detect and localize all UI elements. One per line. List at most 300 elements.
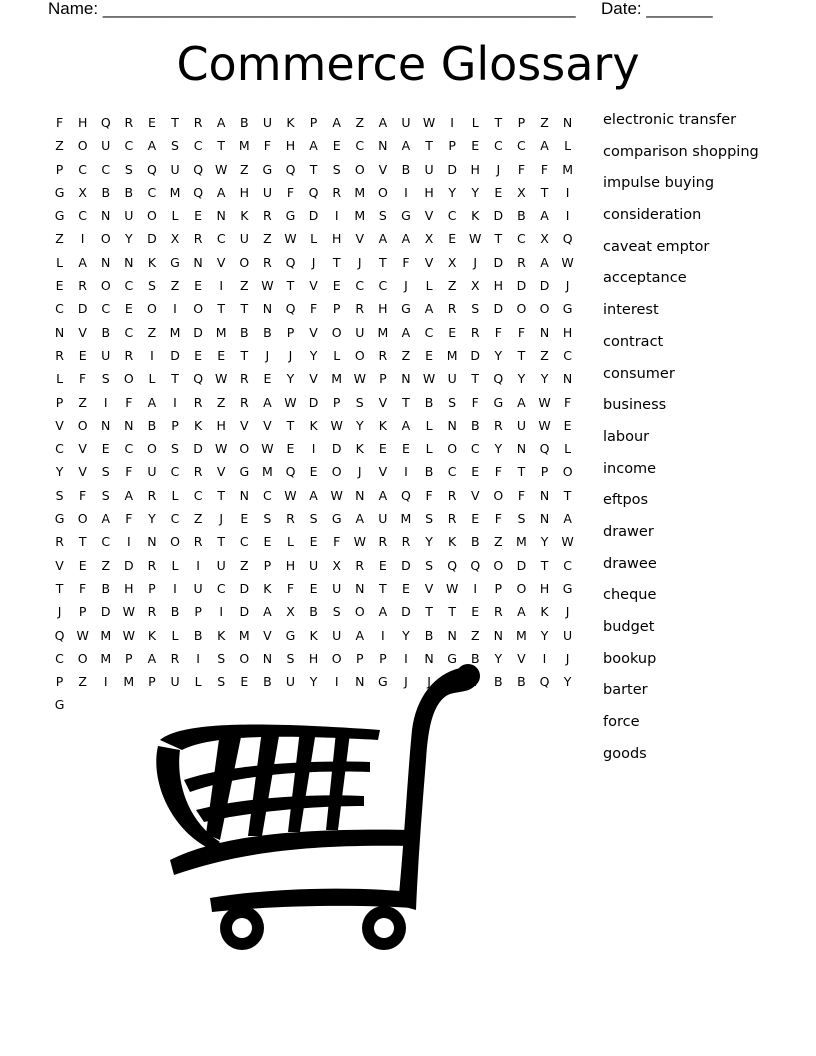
- grid-letter: C: [101, 301, 111, 317]
- grid-letter: G: [331, 511, 342, 527]
- header: [48, 0, 713, 20]
- grid-letter: A: [563, 511, 572, 527]
- grid-letter: V: [378, 394, 388, 410]
- grid-letter: Y: [448, 184, 456, 200]
- grid-letter: T: [540, 184, 549, 200]
- grid-letter: Y: [563, 674, 572, 690]
- grid-letter: S: [217, 650, 226, 666]
- grid-letter: S: [471, 301, 480, 317]
- grid-letter: K: [147, 254, 157, 270]
- grid-letter: F: [286, 184, 295, 200]
- grid-letter: E: [309, 580, 318, 596]
- grid-letter: E: [78, 557, 87, 573]
- grid-letter: M: [354, 184, 366, 200]
- grid-letter: Y: [286, 371, 295, 387]
- grid-letter: K: [355, 441, 364, 457]
- grid-letter: M: [400, 511, 412, 527]
- grid-letter: T: [494, 115, 503, 130]
- grid-letter: U: [447, 371, 457, 387]
- word-list-item: cheque: [603, 587, 657, 604]
- grid-letter: F: [517, 487, 526, 503]
- grid-letter: H: [424, 184, 434, 200]
- grid-letter: F: [286, 580, 295, 596]
- grid-letter: D: [77, 301, 88, 317]
- grid-letter: J: [565, 650, 570, 666]
- grid-letter: I: [450, 115, 454, 130]
- grid-letter: R: [193, 231, 203, 247]
- grid-letter: A: [309, 138, 318, 154]
- grid-letter: J: [311, 254, 316, 270]
- grid-letter: Z: [447, 278, 457, 294]
- grid-letter: S: [171, 138, 179, 154]
- grid-letter: W: [538, 417, 551, 433]
- grid-letter: N: [239, 487, 249, 503]
- grid-letter: U: [563, 627, 573, 643]
- grid-letter: R: [147, 487, 157, 503]
- grid-letter: D: [193, 324, 203, 340]
- grid-letter: O: [354, 161, 365, 177]
- grid-letter: H: [124, 580, 134, 596]
- grid-letter: K: [309, 627, 318, 643]
- grid-letter: N: [355, 674, 365, 690]
- grid-letter: Y: [540, 371, 549, 387]
- grid-letter: T: [240, 347, 249, 363]
- grid-letter: E: [286, 441, 295, 457]
- grid-letter: L: [310, 231, 318, 247]
- grid-letter: U: [332, 580, 342, 596]
- date-label: Date:: [601, 0, 642, 18]
- grid-letter: W: [261, 441, 274, 457]
- grid-letter: H: [470, 161, 480, 177]
- grid-letter: V: [378, 161, 388, 177]
- grid-letter: O: [123, 371, 134, 387]
- grid-letter: W: [215, 161, 228, 177]
- grid-letter: O: [100, 231, 111, 247]
- grid-letter: T: [217, 487, 226, 503]
- grid-letter: C: [378, 278, 388, 294]
- grid-letter: O: [493, 557, 504, 573]
- grid-letter: D: [147, 231, 157, 247]
- word-list-item: acceptance: [603, 270, 687, 287]
- grid-letter: Q: [193, 161, 204, 177]
- grid-letter: V: [263, 417, 272, 433]
- grid-letter: B: [470, 417, 480, 433]
- grid-letter: C: [78, 208, 87, 224]
- grid-letter: N: [101, 254, 111, 270]
- grid-letter: Y: [425, 534, 433, 550]
- grid-letter: W: [76, 627, 89, 643]
- grid-letter: E: [78, 347, 87, 363]
- grid-letter: B: [263, 674, 272, 690]
- grid-letter: Z: [401, 347, 411, 363]
- grid-letter: T: [540, 557, 549, 573]
- grid-letter: P: [148, 674, 156, 690]
- grid-letter: P: [540, 464, 549, 480]
- grid-letter: C: [355, 278, 365, 294]
- grid-letter: V: [78, 464, 87, 480]
- grid-letter: G: [54, 697, 65, 713]
- grid-letter: S: [332, 161, 341, 177]
- grid-letter: B: [401, 161, 411, 177]
- grid-letter: I: [196, 557, 200, 573]
- grid-letter: V: [78, 441, 87, 457]
- grid-letter: P: [332, 394, 341, 410]
- grid-letter: R: [447, 301, 457, 317]
- grid-letter: E: [448, 231, 457, 247]
- grid-letter: W: [122, 627, 136, 643]
- grid-letter: N: [124, 417, 134, 433]
- grid-letter: X: [424, 231, 434, 247]
- grid-letter: B: [240, 324, 249, 340]
- grid-letter: D: [308, 208, 319, 224]
- grid-letter: J: [404, 674, 408, 690]
- grid-letter: N: [101, 417, 111, 433]
- grid-letter: N: [401, 371, 411, 387]
- grid-letter: B: [147, 417, 157, 433]
- grid-letter: R: [447, 511, 457, 527]
- grid-letter: R: [193, 464, 203, 480]
- grid-letter: R: [332, 184, 342, 200]
- name-blank[interactable]: __________________________________________________: [102, 0, 576, 18]
- grid-letter: Q: [562, 231, 573, 247]
- grid-letter: G: [493, 394, 504, 410]
- grid-letter: R: [286, 511, 295, 527]
- grid-letter: N: [562, 371, 573, 387]
- grid-letter: B: [470, 534, 480, 550]
- word-list-item: bookup: [603, 650, 657, 667]
- grid-letter: V: [55, 557, 64, 573]
- grid-letter: T: [379, 580, 387, 596]
- grid-letter: C: [424, 324, 434, 340]
- grid-letter: A: [540, 208, 549, 224]
- grid-letter: F: [425, 487, 433, 503]
- grid-letter: Y: [494, 441, 503, 457]
- word-list-item: income: [603, 460, 657, 477]
- grid-letter: M: [562, 161, 573, 177]
- grid-letter: A: [101, 511, 111, 527]
- grid-letter: R: [239, 371, 249, 387]
- grid-letter: C: [170, 511, 180, 527]
- grid-letter: I: [80, 231, 85, 247]
- grid-letter: Z: [540, 115, 549, 130]
- grid-letter: F: [125, 464, 133, 480]
- grid-letter: Q: [308, 184, 319, 200]
- grid-letter: T: [78, 534, 87, 550]
- grid-letter: A: [355, 511, 365, 527]
- grid-letter: J: [404, 278, 408, 294]
- grid-letter: H: [285, 138, 296, 154]
- grid-letter: Q: [539, 441, 550, 457]
- grid-letter: C: [447, 208, 457, 224]
- grid-letter: P: [332, 301, 341, 317]
- word-list-item: consumer: [603, 365, 675, 382]
- grid-letter: A: [424, 301, 434, 317]
- grid-letter: I: [150, 347, 154, 363]
- grid-letter: C: [78, 161, 87, 177]
- grid-letter: I: [103, 674, 108, 690]
- grid-letter: U: [124, 208, 134, 224]
- grid-letter: L: [56, 371, 64, 387]
- grid-letter: L: [171, 627, 179, 643]
- grid-letter: Z: [193, 511, 203, 527]
- grid-letter: S: [263, 511, 272, 527]
- grid-letter: Q: [285, 464, 296, 480]
- grid-letter: N: [355, 487, 365, 503]
- grid-letter: E: [194, 208, 203, 224]
- grid-letter: E: [124, 301, 133, 317]
- grid-letter: N: [516, 441, 527, 457]
- grid-letter: U: [170, 674, 180, 690]
- grid-letter: A: [147, 650, 157, 666]
- grid-letter: Y: [402, 627, 410, 643]
- grid-letter: N: [562, 115, 573, 130]
- grid-letter: L: [171, 487, 179, 503]
- grid-letter: W: [422, 115, 436, 130]
- grid-letter: C: [563, 557, 572, 573]
- grid-letter: B: [309, 604, 318, 620]
- grid-letter: R: [470, 324, 480, 340]
- grid-letter: Z: [494, 534, 503, 550]
- grid-letter: I: [219, 604, 224, 620]
- grid-letter: M: [100, 650, 112, 666]
- grid-letter: O: [77, 511, 88, 527]
- grid-letter: K: [286, 115, 295, 130]
- grid-letter: V: [309, 324, 318, 340]
- grid-letter: L: [194, 674, 202, 690]
- grid-letter: P: [286, 324, 295, 340]
- grid-letter: S: [448, 394, 457, 410]
- grid-letter: I: [381, 627, 385, 643]
- grid-letter: R: [447, 487, 457, 503]
- grid-letter: V: [378, 464, 388, 480]
- grid-letter: R: [55, 534, 64, 550]
- grid-letter: R: [355, 301, 365, 317]
- grid-letter: D: [124, 557, 134, 573]
- grid-letter: W: [284, 487, 297, 503]
- grid-letter: F: [494, 324, 502, 340]
- grid-letter: T: [494, 231, 503, 247]
- grid-letter: G: [562, 580, 573, 596]
- grid-letter: T: [517, 347, 526, 363]
- grid-letter: M: [238, 138, 250, 154]
- grid-letter: N: [355, 580, 365, 596]
- grid-letter: M: [516, 534, 527, 550]
- grid-letter: I: [103, 394, 108, 410]
- grid-letter: A: [401, 417, 411, 433]
- grid-letter: G: [378, 674, 388, 690]
- grid-letter: R: [78, 278, 87, 294]
- grid-letter: E: [240, 674, 249, 690]
- grid-letter: Y: [540, 534, 549, 550]
- grid-letter: P: [125, 650, 133, 666]
- grid-letter: Q: [401, 487, 411, 503]
- grid-letter: X: [517, 184, 526, 200]
- word-list-item: budget: [603, 619, 655, 635]
- grid-letter: U: [239, 231, 249, 247]
- date-blank[interactable]: _______: [646, 0, 713, 18]
- grid-letter: A: [540, 138, 549, 154]
- grid-letter: Z: [470, 627, 480, 643]
- grid-letter: U: [262, 115, 272, 130]
- grid-letter: R: [124, 347, 134, 363]
- grid-letter: B: [124, 184, 134, 200]
- grid-letter: P: [355, 650, 364, 666]
- grid-letter: X: [447, 254, 457, 270]
- grid-letter: P: [55, 394, 64, 410]
- grid-letter: B: [470, 650, 480, 666]
- grid-letter: I: [565, 208, 570, 224]
- grid-letter: D: [401, 557, 411, 573]
- grid-letter: G: [447, 650, 457, 666]
- grid-letter: F: [79, 580, 87, 596]
- grid-letter: W: [261, 278, 274, 294]
- grid-letter: C: [147, 184, 157, 200]
- grid-letter: D: [539, 278, 550, 294]
- grid-letter: N: [147, 534, 157, 550]
- grid-letter: V: [263, 627, 272, 643]
- grid-letter: R: [147, 557, 157, 573]
- grid-letter: M: [516, 627, 527, 643]
- grid-letter: T: [171, 371, 179, 387]
- grid-letter: C: [447, 464, 457, 480]
- grid-letter: M: [238, 627, 250, 643]
- grid-letter: E: [194, 347, 203, 363]
- grid-letter: Z: [240, 557, 249, 573]
- grid-letter: N: [378, 138, 388, 154]
- word-list-item: contract: [603, 333, 664, 350]
- grid-letter: G: [170, 254, 180, 270]
- grid-letter: I: [565, 184, 570, 200]
- grid-letter: N: [262, 301, 273, 317]
- grid-letter: A: [216, 115, 226, 130]
- grid-letter: O: [170, 534, 180, 550]
- grid-letter: E: [402, 441, 410, 457]
- grid-letter: A: [124, 487, 134, 503]
- grid-letter: T: [379, 254, 387, 270]
- grid-letter: U: [355, 324, 365, 340]
- grid-letter: Q: [100, 115, 111, 130]
- grid-letter: Z: [216, 394, 226, 410]
- grid-letter: J: [565, 604, 570, 620]
- grid-letter: T: [471, 371, 480, 387]
- grid-letter: B: [424, 394, 434, 410]
- grid-letter: E: [147, 115, 156, 130]
- grid-letter: T: [286, 417, 295, 433]
- grid-letter: J: [288, 347, 293, 363]
- grid-letter: A: [401, 138, 411, 154]
- grid-letter: V: [240, 417, 249, 433]
- grid-letter: O: [539, 301, 550, 317]
- grid-letter: M: [261, 464, 273, 480]
- grid-letter: N: [262, 650, 273, 666]
- grid-letter: C: [263, 487, 272, 503]
- grid-letter: P: [194, 604, 202, 620]
- grid-letter: Y: [148, 511, 156, 527]
- grid-letter: L: [425, 417, 433, 433]
- grid-letter: M: [100, 627, 112, 643]
- grid-letter: U: [285, 674, 296, 690]
- grid-letter: Z: [170, 278, 180, 294]
- grid-letter: D: [493, 254, 504, 270]
- grid-letter: P: [55, 674, 64, 690]
- grid-letter: R: [493, 417, 503, 433]
- grid-letter: L: [425, 278, 433, 294]
- grid-letter: B: [517, 208, 526, 224]
- grid-letter: V: [309, 371, 318, 387]
- grid-letter: A: [517, 394, 526, 410]
- shopping-cart-icon: [150, 660, 485, 960]
- grid-letter: N: [193, 254, 203, 270]
- grid-letter: J: [357, 254, 362, 270]
- grid-letter: C: [355, 138, 365, 154]
- grid-letter: F: [517, 161, 526, 177]
- grid-letter: E: [263, 534, 272, 550]
- grid-letter: P: [517, 115, 526, 130]
- grid-letter: Z: [147, 324, 157, 340]
- grid-letter: N: [101, 208, 111, 224]
- grid-letter: G: [54, 184, 65, 200]
- grid-letter: U: [332, 627, 342, 643]
- word-list-item: comparison shopping: [603, 143, 759, 160]
- grid-letter: D: [308, 394, 319, 410]
- grid-letter: W: [330, 417, 343, 433]
- grid-letter: O: [77, 650, 88, 666]
- grid-letter: Y: [540, 627, 549, 643]
- grid-letter: I: [219, 278, 224, 294]
- grid-letter: F: [125, 511, 133, 527]
- grid-letter: F: [79, 487, 87, 503]
- grid-letter: A: [401, 231, 411, 247]
- grid-letter: F: [471, 394, 479, 410]
- grid-letter: C: [216, 580, 226, 596]
- grid-letter: T: [171, 115, 179, 130]
- grid-letter: S: [332, 604, 341, 620]
- grid-letter: A: [147, 138, 157, 154]
- grid-letter: W: [284, 394, 297, 410]
- grid-letter: O: [239, 254, 250, 270]
- grid-letter: Y: [309, 674, 318, 690]
- grid-letter: C: [239, 534, 249, 550]
- grid-letter: A: [263, 394, 272, 410]
- grid-letter: D: [331, 441, 342, 457]
- grid-letter: K: [448, 534, 457, 550]
- grid-letter: M: [354, 208, 366, 224]
- grid-letter: A: [378, 231, 388, 247]
- grid-letter: R: [193, 394, 203, 410]
- grid-letter: Q: [539, 674, 550, 690]
- grid-letter: R: [401, 534, 411, 550]
- grid-letter: F: [125, 394, 133, 410]
- grid-letter: C: [124, 138, 134, 154]
- grid-letter: L: [56, 254, 64, 270]
- word-list-item: drawee: [603, 555, 657, 572]
- word-list: [603, 109, 803, 774]
- grid-letter: N: [216, 208, 226, 224]
- grid-letter: R: [147, 604, 157, 620]
- grid-letter: Q: [470, 557, 481, 573]
- grid-letter: U: [170, 161, 180, 177]
- grid-letter: F: [517, 324, 526, 340]
- grid-letter: N: [124, 254, 134, 270]
- grid-letter: R: [378, 347, 388, 363]
- grid-letter: J: [565, 278, 570, 294]
- grid-letter: O: [331, 324, 342, 340]
- grid-letter: H: [216, 417, 226, 433]
- grid-letter: F: [333, 534, 341, 550]
- grid-letter: T: [286, 278, 295, 294]
- grid-letter: R: [355, 557, 365, 573]
- grid-letter: T: [217, 301, 226, 317]
